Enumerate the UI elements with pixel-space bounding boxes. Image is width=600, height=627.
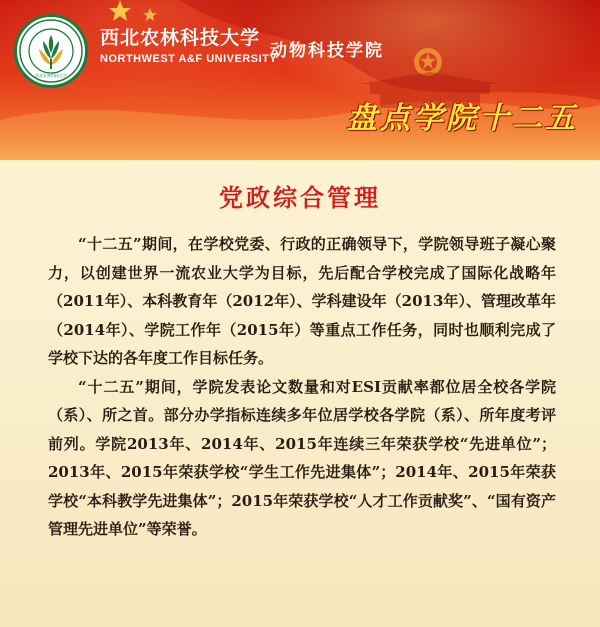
body-content — [48, 230, 556, 544]
section-title: 党政综合管理 — [219, 184, 381, 212]
college-name-cn: 动物科技学院 — [270, 41, 384, 61]
school-name-cn: 西北农林科技大学 — [100, 27, 261, 49]
school-name-en: NORTHWEST A&F UNIVERSITY — [100, 53, 278, 65]
star-icon — [143, 8, 157, 21]
emblem-icon — [414, 48, 442, 76]
subject-title: 盘点学院十二五 — [347, 101, 578, 136]
header-banner — [0, 0, 600, 160]
university-logo — [14, 14, 88, 88]
paragraph-2: “十二五”期间，学院发表论文数量和对ESI贡献率都位居全校各学院（系）、所之首。部分办学指标连续多年位居学校各学院（系）、所年度考评前列。学院2013年、2014年、2015年连续三年荣获学校“先进单位”；2013年、2015年荣获学校“学生工作先进集体”；2014年、2015年荣获学校“本科教学先进集体”；2015年荣获学校“人才工作贡献奖”、“国有资产管理先进单位”等荣誉。 — [48, 377, 556, 538]
wheat-logo-icon — [17, 17, 85, 85]
logo-ring-text: 西北农林科技大学 — [35, 73, 67, 78]
star-icon — [109, 0, 131, 21]
paragraph-1: “十二五”期间，在学校党委、行政的正确领导下，学院领导班子凝心聚力，以创建世界一流农业大学为目标，先后配合学校完成了国际化战略年（2011年）、本科教育年（2012年）、学科建设年（2013年）、管理改革年（2014年）、学院工作年（2015年）等重点工作任务，同时也顺利完成了学校下达的各年度工作目标任务。 — [48, 235, 556, 367]
